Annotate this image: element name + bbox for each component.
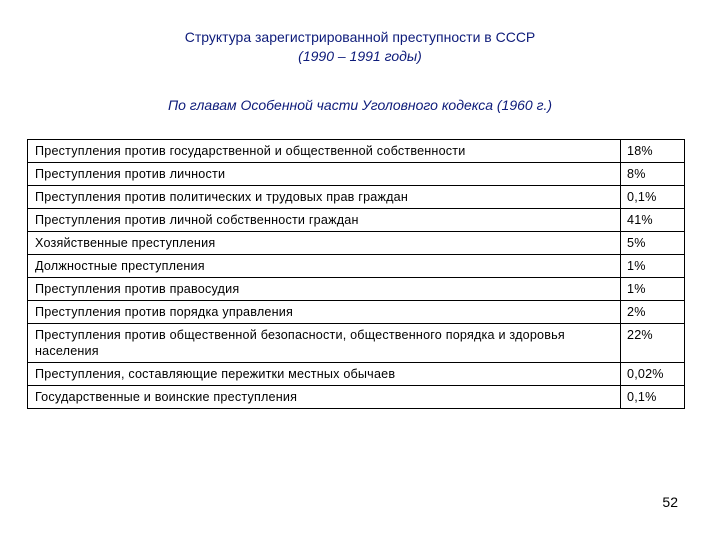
crime-structure-table (27, 139, 685, 409)
row-value: 18% (621, 140, 685, 163)
table-row (28, 140, 685, 163)
row-label: Преступления, составляющие пережитки местных обычаев (28, 363, 621, 386)
row-value: 2% (621, 301, 685, 324)
table-row (28, 363, 685, 386)
row-value: 0,1% (621, 386, 685, 409)
table-row (28, 255, 685, 278)
row-label: Хозяйственные преступления (28, 232, 621, 255)
row-value: 1% (621, 278, 685, 301)
row-label: Преступления против государственной и общественной собственности (28, 140, 621, 163)
slide-title (0, 28, 720, 66)
row-label: Преступления против личной собственности граждан (28, 209, 621, 232)
row-label: Преступления против правосудия (28, 278, 621, 301)
page-number: 52 (662, 494, 678, 510)
row-value: 22% (621, 324, 685, 363)
row-value: 41% (621, 209, 685, 232)
row-label: Государственные и воинские преступления (28, 386, 621, 409)
slide-subtitle: По главам Особенной части Уголовного кодекса (1960 г.) (167, 97, 553, 113)
row-label: Преступления против порядка управления (28, 301, 621, 324)
table-row (28, 324, 685, 363)
table-row (28, 163, 685, 186)
row-value: 8% (621, 163, 685, 186)
table-row (28, 209, 685, 232)
row-value: 1% (621, 255, 685, 278)
row-value: 0,02% (621, 363, 685, 386)
row-label: Преступления против общественной безопасности, общественного порядка и здоровья населения (28, 324, 621, 363)
table-row (28, 386, 685, 409)
row-label: Преступления против политических и трудовых прав граждан (28, 186, 621, 209)
row-label: Должностные преступления (28, 255, 621, 278)
table-row (28, 186, 685, 209)
title-line-2: (1990 – 1991 годы) (298, 48, 422, 64)
table-row (28, 301, 685, 324)
table-row (28, 232, 685, 255)
table-row (28, 278, 685, 301)
row-label: Преступления против личности (28, 163, 621, 186)
row-value: 5% (621, 232, 685, 255)
row-value: 0,1% (621, 186, 685, 209)
title-line-1: Структура зарегистрированной преступности в СССР (184, 29, 536, 45)
